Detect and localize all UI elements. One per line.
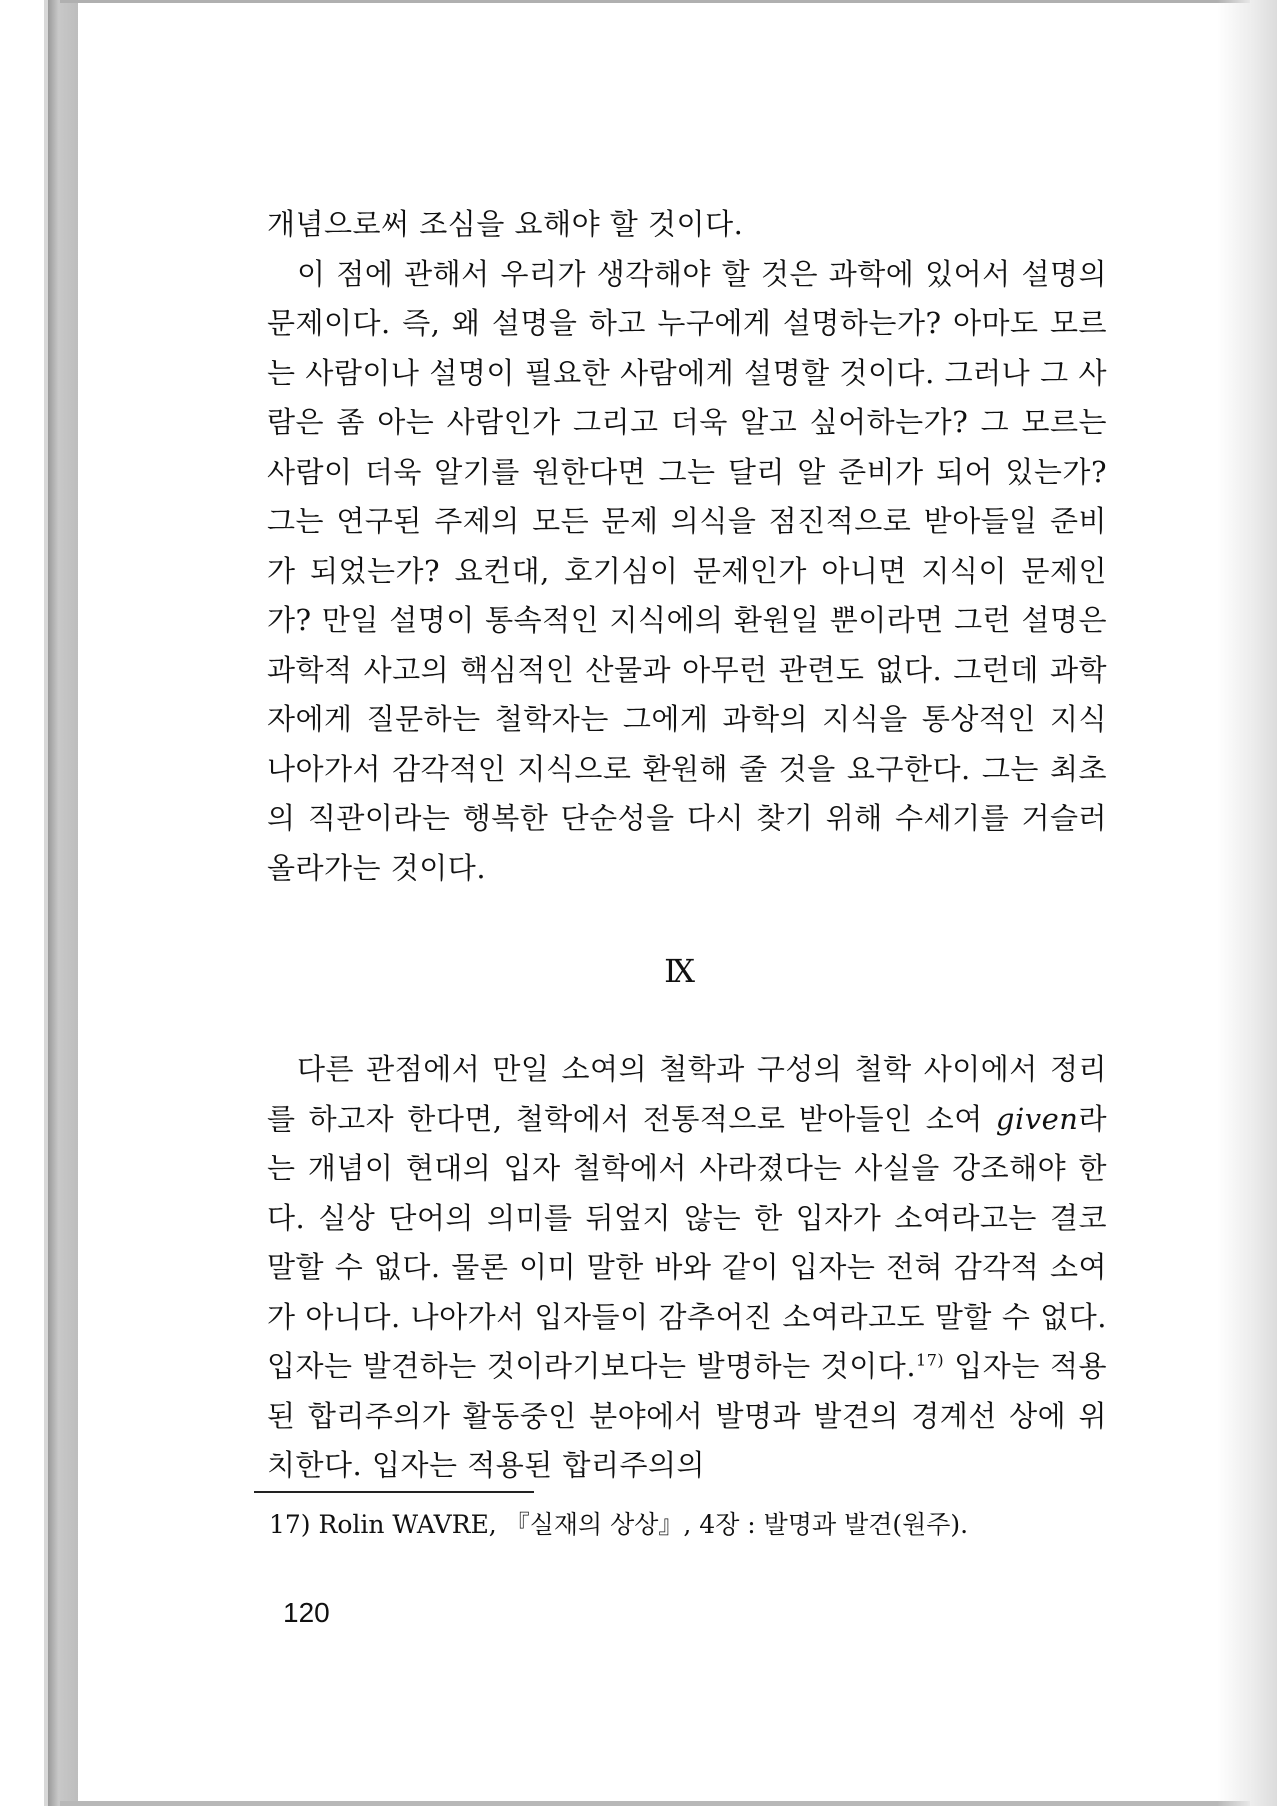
emphasis-given: given	[995, 1101, 1079, 1136]
footnote-divider	[254, 1491, 534, 1493]
paragraph-text-3: 입자는 적용된 합리주의가 활동중인 분야에서 발명과 발견의 경계선 상에 위치한다. 입자는 적용된 합리주의의	[267, 1349, 1107, 1482]
body-text-top	[267, 200, 1107, 893]
paragraph-continuation: 개념으로써 조심을 요해야 할 것이다.	[267, 207, 744, 241]
section-heading: Ⅸ	[664, 952, 696, 990]
book-bottom-edge	[60, 1801, 1250, 1806]
footnote-reference[interactable]: 17)	[916, 1350, 945, 1370]
book-right-shadow	[1217, 0, 1277, 1806]
paragraph-text-2: 라는 개념이 현대의 입자 철학에서 사라졌다는 사실을 강조해야 한다. 실상 단어의 의미를 뒤엎지 않는 한 입자가 소여라고는 결코 말할 수 없다. 물론 이미 말한 바와 같이 입자는 전혀 감각적 소여가 아니다. 나아가서 입자들이 감추어진 소여라고도 말할 수 없다. 입자는 발견하는 것이라기보다는 발명하는 것이다.	[267, 1101, 1107, 1383]
paragraph-explanation: 이 점에 관해서 우리가 생각해야 할 것은 과학에 있어서 설명의 문제이다. 즉, 왜 설명을 하고 누구에게 설명하는가? 아마도 모르는 사람이나 설명이 필요한 사람에게 설명할 것이다. 그러나 그 사람은 좀 아는 사람인가 그리고 더욱 알고 싶어하는가? 그 모르는 사람이 더욱 알기를 원한다면 그는 달리 알 준비가 되어 있는가? 그는 연구된 주제의 모든 문제 의식을 점진적으로 받아들일 준비가 되었는가? 요컨대, 호기심이 문제인가 아니면 지식이 문제인가? 만일 설명이 통속적인 지식에의 환원일 뿐이라면 그런 설명은 과학적 사고의 핵심적인 산물과 아무런 관련도 없다. 그런데 과학자에게 질문하는 철학자는 그에게 과학의 지식을 통상적인 지식 나아가서 감각적인 지식으로 환원해 줄 것을 요구한다. 그는 최초의 직관이라는 행복한 단순성을 다시 찾기 위해 수세기를 거슬러 올라가는 것이다.	[267, 256, 1107, 885]
book-spine-edge	[48, 0, 79, 1806]
paragraph-particle	[267, 1045, 1107, 1491]
paragraph-text-1: 다른 관점에서 만일 소여의 철학과 구성의 철학 사이에서 정리를 하고자 한다면, 철학에서 전통적으로 받아들인 소여	[267, 1052, 1107, 1136]
body-text-bottom	[267, 1045, 1107, 1491]
page-number: 120	[283, 1597, 330, 1628]
footnote: 17) Rolin WAVRE, 『실재의 상상』, 4장 : 발명과 발견(원주).	[269, 1510, 969, 1539]
